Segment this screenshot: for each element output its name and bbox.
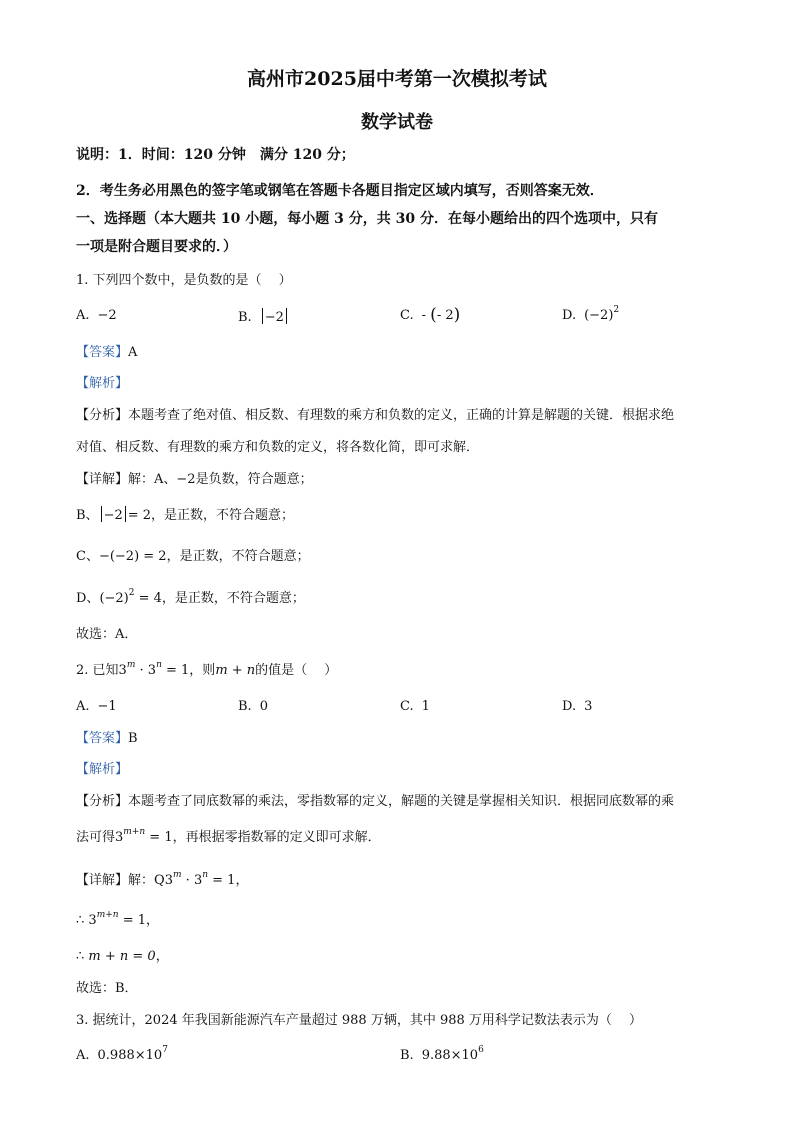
q2-fenxi-1: 【分析】本题考查了同底数幂的乘法，零指数幂的定义，解题的关键是掌握相关知识．根据同底数幂的乘	[76, 794, 675, 809]
q1-conclusion: 故选：A．	[76, 627, 138, 642]
q1-fenxi-1: 【分析】本题考查了绝对值、相反数、有理数的乘方和负数的定义，正确的计算是解题的关键．根据求绝	[76, 408, 675, 423]
q1-analysis-tag: 【解析】	[76, 376, 129, 391]
q3-option-b: B. $9.88\times 10^6$	[400, 1045, 484, 1063]
q1-fenxi-2: 对值、相反数、有理数的乘方和负数的定义，将各数化简，即可求解．	[76, 440, 480, 455]
q2-fenxi-2: 法可得$3^{m+n} = 1$，再根据零指数幂的定义即可求解．	[76, 827, 381, 845]
q2-conclusion: 故选：B．	[76, 981, 138, 996]
q1-options	[76, 305, 726, 330]
q2-step-2: ∴ m + n = 0，	[76, 949, 169, 964]
page-title: 高州市2025届中考第一次模拟考试	[247, 68, 547, 90]
q2-options	[76, 699, 726, 721]
page-subtitle: 数学试卷	[361, 112, 433, 133]
q2-analysis-tag: 【解析】	[76, 762, 129, 777]
q1-detail-1: 【详解】解：A、−2是负数，符合题意；	[76, 472, 313, 487]
instructions-line-1: 说明：1．时间：120 分钟 满分 120 分；	[76, 147, 355, 163]
section-1-heading-cont: 一项是附合题目要求的．）	[76, 239, 237, 255]
q1-option-c: C. - (- 2)	[400, 305, 461, 325]
q2-option-d: D. 3	[562, 699, 593, 714]
q1-option-b: B. −2	[238, 308, 289, 325]
q1-detail-d: D、$(-2)^2 = 4$，是正数，不符合题意；	[76, 588, 305, 606]
q2-answer: 【答案】B	[76, 731, 138, 746]
instructions-line-2: 2．考生务必用黑色的签字笔或钢笔在答题卡各题目指定区域内填写，否则答案无效．	[76, 183, 604, 199]
q1-detail-b: B、 −2 = 2，是正数，不符合题意；	[76, 508, 295, 523]
q1-detail-c: C、−(−2) = 2，是正数，不符合题意；	[76, 549, 310, 564]
q3-option-a: A. $0.988\times 10^7$	[76, 1045, 168, 1063]
section-1-heading: 一、选择题（本大题共 10 小题，每小题 3 分，共 30 分．在每小题给出的四个选项中，只有	[76, 211, 658, 227]
q2-option-a: A. −1	[76, 699, 117, 714]
q1-option-d: D. $(-2)^2$	[562, 305, 620, 323]
q2-option-b: B. 0	[238, 699, 268, 714]
q3-stem: 3. 据统计，2024 年我国新能源汽车产量超过 988 万辆，其中 988 万用科学记数法表示为（ ）	[76, 1013, 643, 1028]
q1-stem: 1. 下列四个数中，是负数的是（ ）	[76, 273, 292, 288]
answer-tag: 【答案】	[76, 345, 129, 360]
q2-step-1: ∴ $3^{m+n} = 1$，	[76, 910, 160, 928]
q2-detail: 【详解】解：$Q3^m \cdot 3^n = 1$，	[76, 870, 249, 888]
q2-stem: 2. 已知$3^m \cdot 3^n = 1$，则m + n的值是（ ）	[76, 660, 338, 678]
q2-option-c: C. 1	[400, 699, 430, 714]
q1-answer: 【答案】A	[76, 345, 138, 360]
q1-option-a: A. −2	[76, 308, 117, 323]
q3-options	[76, 1045, 726, 1070]
